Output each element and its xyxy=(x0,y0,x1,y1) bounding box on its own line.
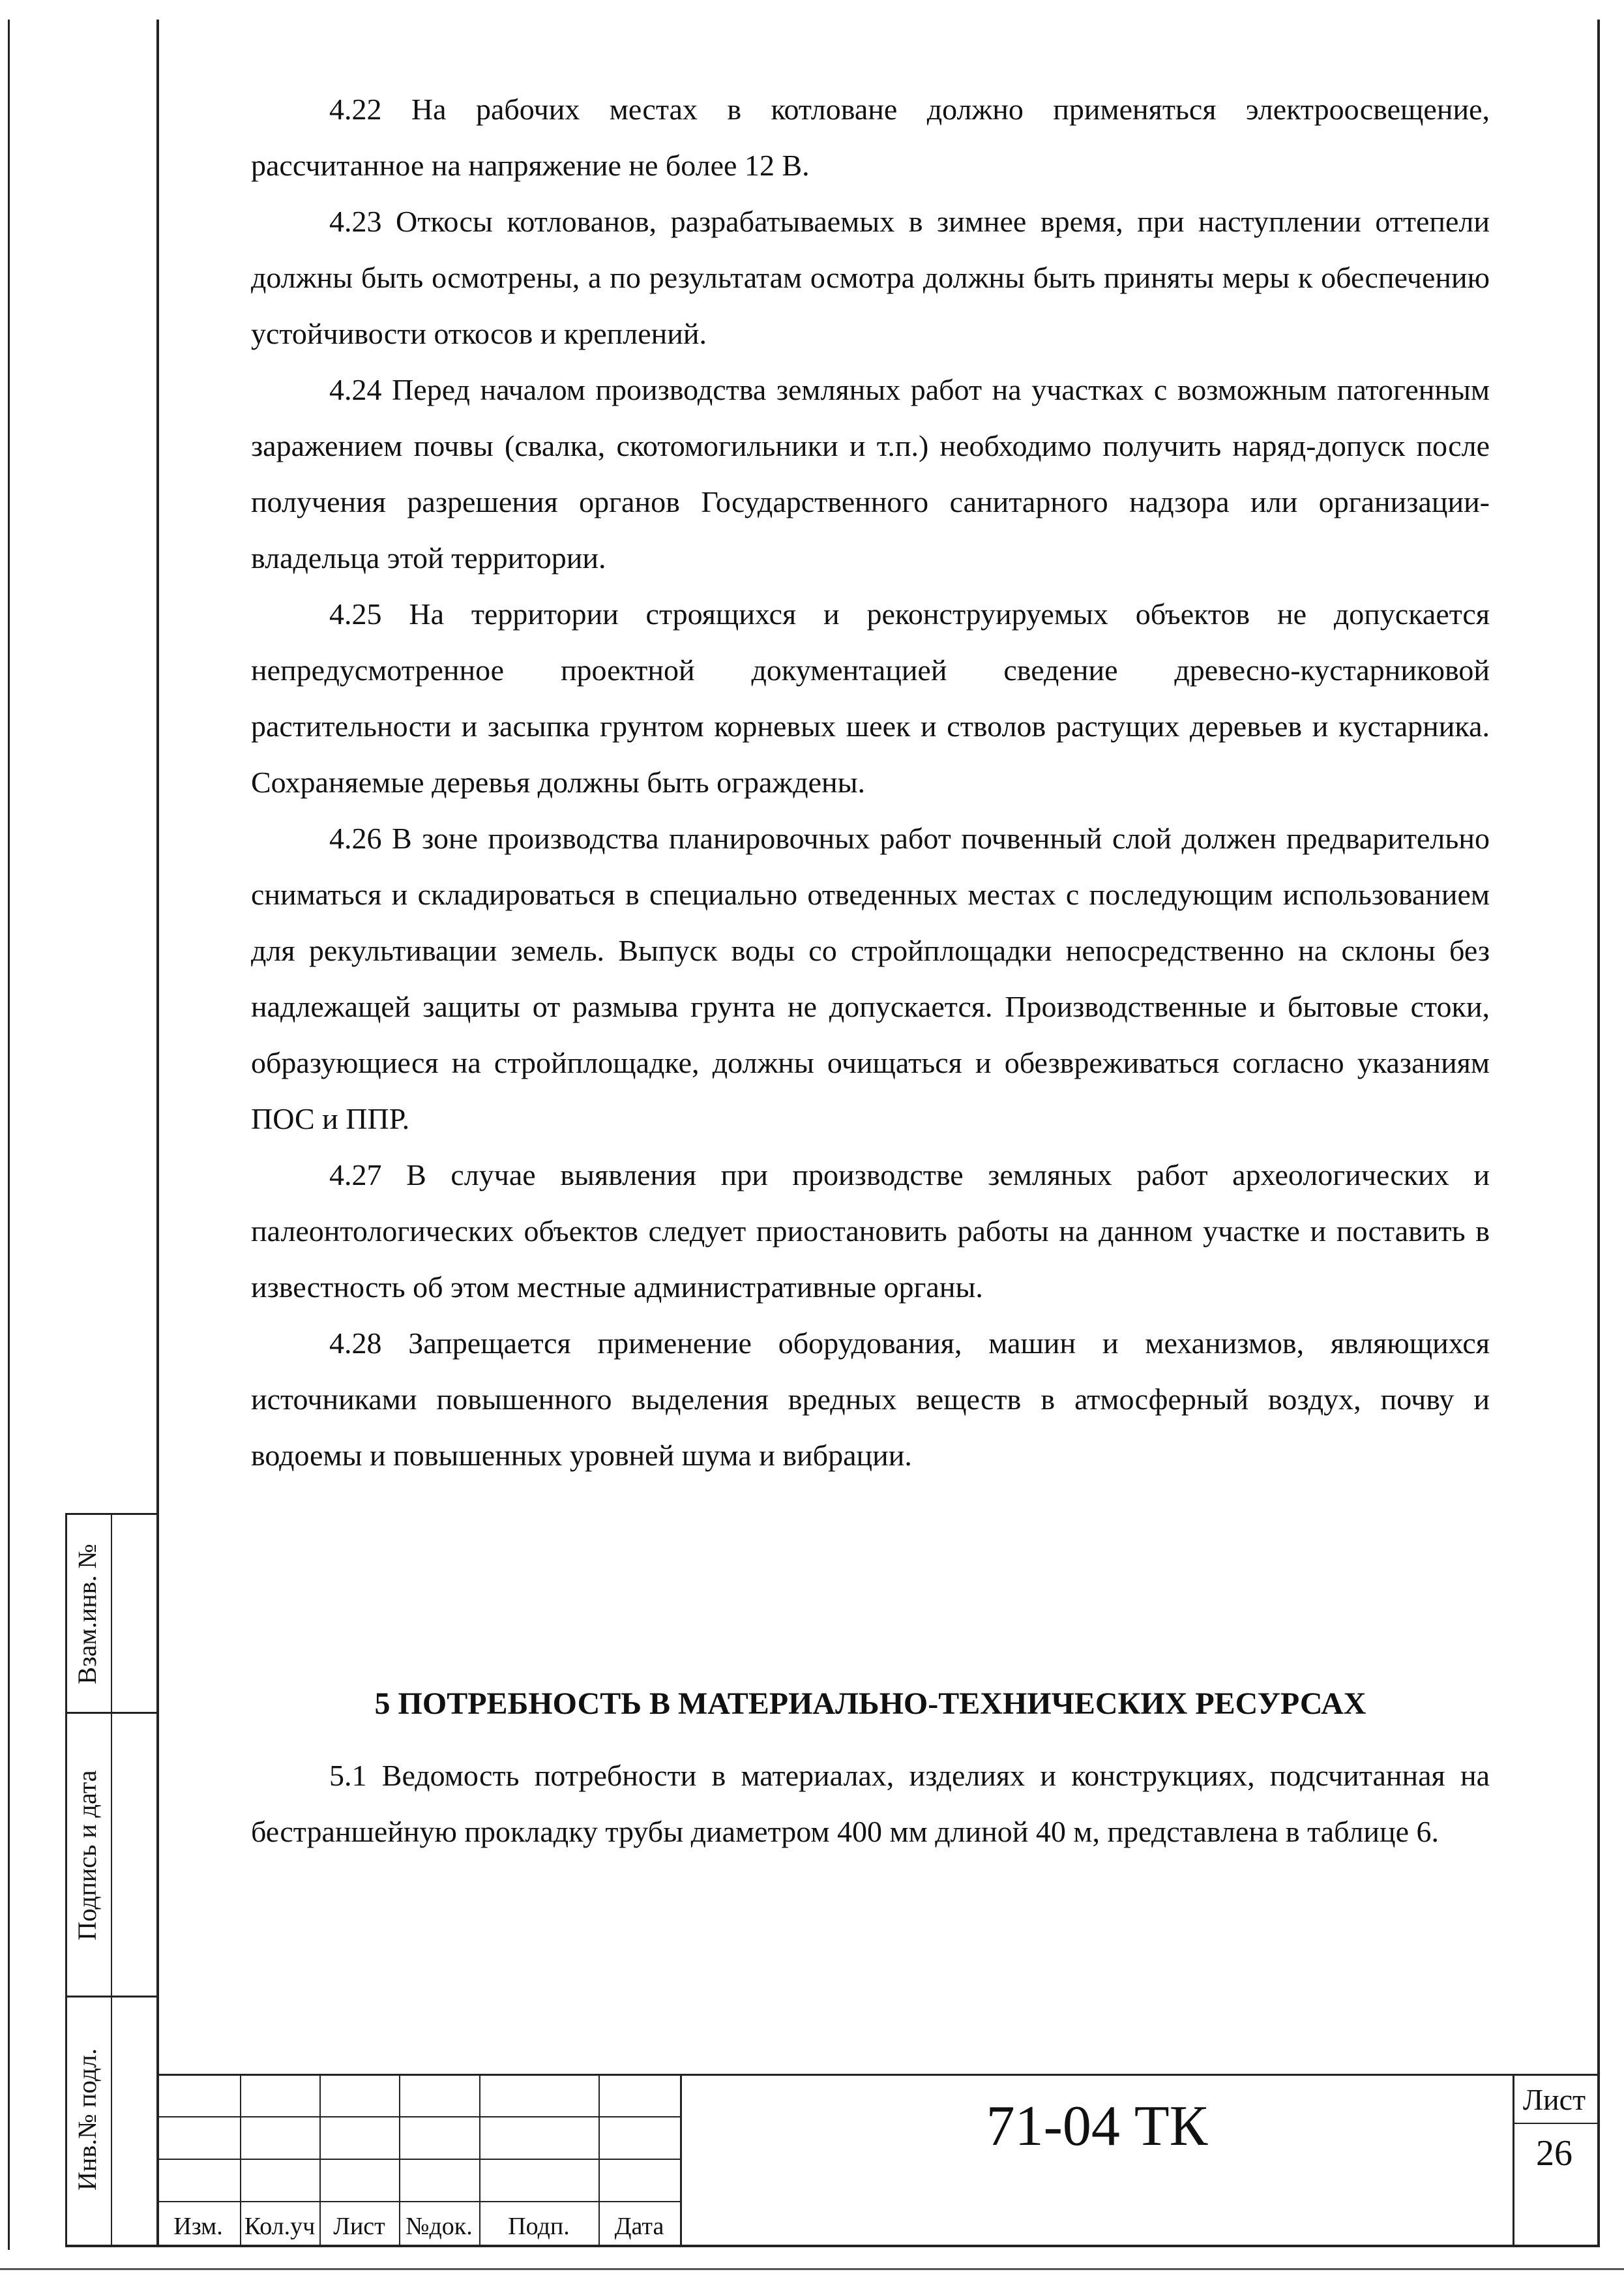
paragraph-4-28: 4.28 Запрещается применение оборудования, машин и механизмов, являющихся источниками повышенного выделения вредных веществ в атмосферный воздух, почву и водоемы и повышенных уровней шума и вибрации. xyxy=(251,1326,1490,1472)
document-code: 71-04 ТК xyxy=(986,2095,1208,2158)
col-izm: Изм. xyxy=(173,2213,223,2240)
podpis-data-label: Подпись и дата xyxy=(72,1770,102,1941)
sheet-number: 26 xyxy=(1536,2133,1572,2174)
side-stamp-inner-column xyxy=(111,1513,112,2247)
paragraph-4-22: 4.22 На рабочих местах в котловане должно применяться электроосвещение, рассчитанное на напряжение не более 12 В. xyxy=(251,93,1490,182)
side-stamp-divider-1 xyxy=(65,1712,159,1714)
paragraph-5-1: 5.1 Ведомость потребности в материалах, изделиях и конструкциях, подсчитанная на бестраншейную прокладку трубы диаметром 400 мм длиной 40 м, представлена в таблице 6. xyxy=(251,1759,1490,1848)
side-stamp-divider-2 xyxy=(65,1996,159,1997)
paragraph-4-24: 4.24 Перед началом производства земляных работ на участках с возможным патогенным заражением почвы (свалка, скотомогильники и т.п.) необходимо получить наряд-допуск после получения разрешения органов Государственного санитарного надзора или организации-владельца этой территории. xyxy=(251,373,1490,575)
frame-right xyxy=(1597,20,1600,2247)
col-list: Лист xyxy=(333,2213,385,2240)
section-text xyxy=(251,1748,1490,1860)
side-stamp-divider-top xyxy=(65,1513,159,1515)
sheet-label: Лист xyxy=(1522,2083,1586,2116)
section-heading: 5 ПОТРЕБНОСТЬ В МАТЕРИАЛЬНО-ТЕХНИЧЕСКИХ РЕСУРСАХ xyxy=(374,1686,1366,1721)
paragraph-4-25: 4.25 На территории строящихся и реконструируемых объектов не допускается непредусмотренное проектной документацией сведение древесно-кустарниковой растительности и засыпка грунтом корневых шеек и стволов растущих деревьев и кустарника. Сохраняемые деревья должны быть ограждены. xyxy=(251,597,1490,799)
title-block-row-1 xyxy=(156,2116,681,2117)
frame-left-outer xyxy=(8,20,10,2250)
frame-left-inner xyxy=(156,20,159,2247)
vzam-inv-label: Взам.инв. № xyxy=(72,1544,102,1684)
col-podp: Подп. xyxy=(508,2213,570,2240)
inv-podl-label: Инв.№ подл. xyxy=(72,2048,102,2191)
frame-bottom xyxy=(65,2245,1600,2247)
col-kol-uch: Кол.уч xyxy=(244,2213,316,2240)
title-block-top xyxy=(156,2074,1600,2076)
paragraph-4-23: 4.23 Откосы котлованов, разрабатываемых в зимнее время, при наступлении оттепели должны быть осмотрены, а по результатам осмотра должны быть приняты меры к обеспечению устойчивости откосов и креплений. xyxy=(251,205,1490,350)
side-stamp-left-border xyxy=(65,1513,67,2247)
page-edge-bottom xyxy=(0,2268,1624,2270)
body-text xyxy=(251,82,1490,1484)
col-data: Дата xyxy=(614,2213,664,2240)
title-block-row-2 xyxy=(156,2159,681,2160)
sheet-box-divider xyxy=(1513,2123,1600,2124)
title-block-row-3 xyxy=(156,2201,681,2202)
col-ndok: №док. xyxy=(406,2213,473,2240)
paragraph-4-27: 4.27 В случае выявления при производстве земляных работ археологических и палеонтологических объектов следует приостановить работы на данном участке и поставить в известность об этом местные административные органы. xyxy=(251,1158,1490,1304)
paragraph-4-26: 4.26 В зоне производства планировочных работ почвенный слой должен предварительно сниматься и складироваться в специально отведенных местах с последующим использованием для рекультивации земель. Выпуск воды со стройплощадки непосредственно на склоны без надлежащей защиты от размыва грунта не допускается. Производственные и бытовые стоки, образующиеся на стройплощадке, должны очищаться и обезвреживаться согласно указаниям ПОС и ППР. xyxy=(251,822,1490,1135)
